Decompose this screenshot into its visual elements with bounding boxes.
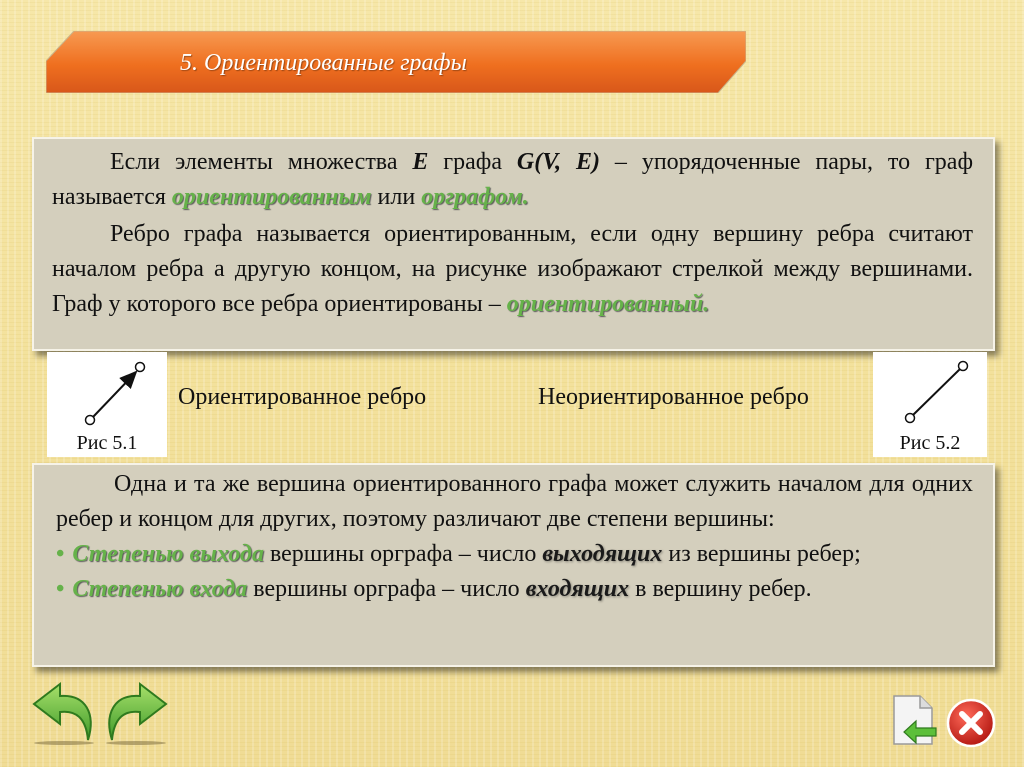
term-oriented-graph: ориентированный. <box>506 291 710 317</box>
close-button[interactable] <box>945 697 997 749</box>
definition-panel <box>32 137 995 351</box>
definition-paragraph-1 <box>52 145 973 215</box>
redo-arrow-icon <box>102 680 170 746</box>
term-digraph: орграфом. <box>421 184 529 210</box>
document-return-icon <box>890 694 940 746</box>
text-span: вершины орграфа – число <box>247 576 526 602</box>
set-e-symbol: E <box>412 149 429 175</box>
figure-directed-edge <box>47 352 167 457</box>
text-span: или <box>371 184 422 210</box>
keyword-incoming: входящих <box>525 576 630 602</box>
return-button[interactable] <box>890 694 940 746</box>
figure-1-caption: Рис 5.1 <box>76 432 138 454</box>
text-span: Ребро графа называется ориентированным, если одну вершину ребра считают началом ребра а другую концом, на рисунке изображают стрелкой между вершинами. Граф у которого все ребра ориентированы – <box>52 221 973 317</box>
directed-edge-label: Ориентированное ребро <box>178 384 427 410</box>
keyword-outgoing: выходящих <box>542 541 663 567</box>
bullet-in-degree <box>56 572 973 607</box>
text-span: – упорядоченные пары, то граф называется <box>52 149 974 210</box>
text-span: в вершину ребер. <box>629 576 812 602</box>
slide-title: 5. Ориентированные графы <box>180 50 467 76</box>
text-span: графа <box>428 149 517 175</box>
figure-2-caption: Рис 5.2 <box>899 432 961 454</box>
bullet-icon: • <box>56 541 65 567</box>
figure-undirected-edge <box>873 352 987 457</box>
degrees-panel <box>32 463 995 667</box>
text-span: вершины орграфа – число <box>263 541 543 567</box>
bullet-out-degree <box>56 537 973 572</box>
bullet-icon: • <box>56 576 65 602</box>
term-out-degree: Степенью выхода <box>72 541 264 567</box>
close-icon <box>945 697 997 749</box>
text-span: из вершины ребер; <box>662 541 861 567</box>
graph-notation: G(V, E) <box>516 149 601 175</box>
undirected-edge-label: Неориентированное ребро <box>538 384 809 410</box>
term-oriented: ориентированным <box>171 184 372 210</box>
back-button[interactable] <box>30 680 98 746</box>
definition-paragraph-2 <box>52 217 973 322</box>
undo-arrow-icon <box>30 680 98 746</box>
forward-button[interactable] <box>102 680 170 746</box>
text-span: Если элементы множества <box>110 149 413 175</box>
term-in-degree: Степенью входа <box>72 576 248 602</box>
degrees-intro: Одна и та же вершина ориентированного графа может служить началом для одних ребер и концом для других, поэтому различают две степени вершины: <box>56 471 973 532</box>
